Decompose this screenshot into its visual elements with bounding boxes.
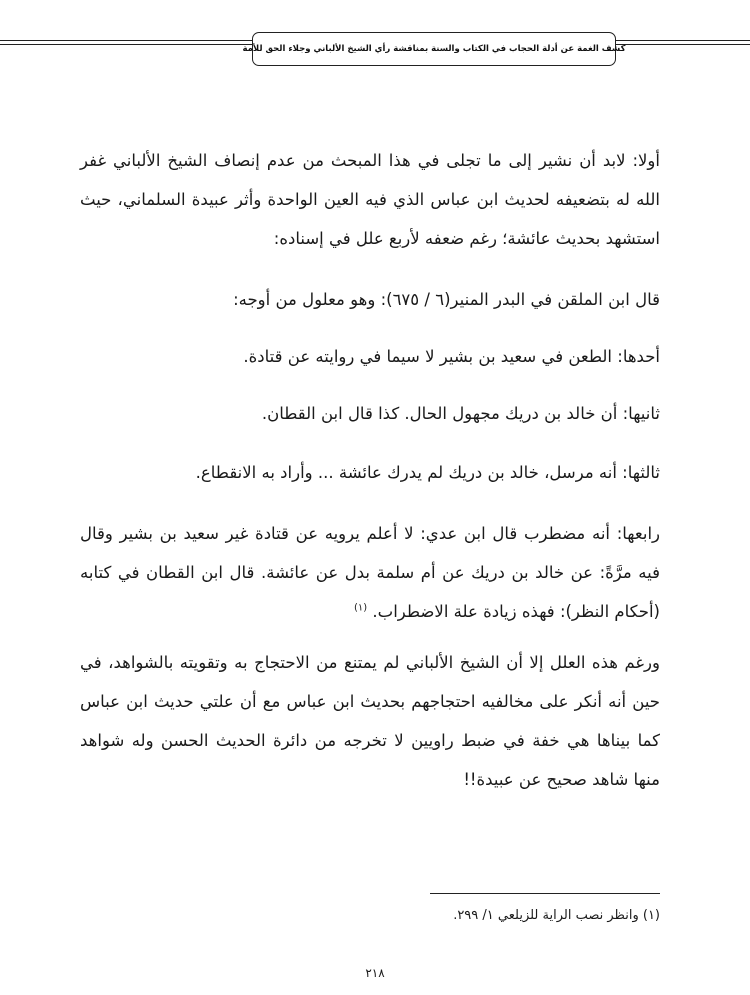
footnote-marker: (١): [353, 602, 368, 613]
paragraph-second-defect: ثانيها: أن خالد بن دريك مجهول الحال. كذا قال ابن القطان.: [261, 403, 660, 423]
paragraph-intro: أولا: لابد أن نشير إلى ما تجلى في هذا المبحث من عدم إنصاف الشيخ الألباني غفر الله له بتضعيفه لحديث ابن عباس الذي فيه العين الواحدة وأثر عبيدة السلماني، حيث استشهد بحديث عائشة؛ رغم ضعفه لأربع علل في إسناده:: [80, 150, 660, 248]
header-rule-right-bottom: [614, 44, 750, 45]
paragraph-first-defect: أحدها: الطعن في سعيد بن بشير لا سيما في روايته عن قتادة.: [243, 346, 660, 366]
paragraph-fourth-defect: [80, 514, 660, 631]
header-rule-right-top: [614, 40, 750, 41]
header-rule-left-bottom: [0, 44, 256, 45]
page-number: ٢١٨: [365, 966, 385, 980]
footnote-separator: [430, 893, 660, 894]
running-header-title: كشف الغمة عن أدلة الحجاب في الكتاب والسنة بمناقشة رأي الشيخ الألباني وجلاء الحق للأمة: [242, 44, 626, 54]
footnote: (١) وانظر نصب الراية للزيلعي ١/ ٢٩٩.: [453, 908, 660, 923]
running-header: [242, 32, 626, 66]
paragraph-fourth-defect-text: رابعها: أنه مضطرب قال ابن عدي: لا أعلم يرويه عن قتادة غير سعيد بن بشير وقال فيه مرَّةً: عن خالد بن دريك عن أم سلمة بدل عن عائشة. قال ابن القطان في كتابه (أحكام النظر): فهذه زيادة علة الاضطراب.: [80, 523, 660, 621]
paragraph-conclusion: ورغم هذه العلل إلا أن الشيخ الألباني لم يمتنع من الاحتجاج به وتقويته بالشواهد، في حين أنه أنكر على مخالفيه احتجاجهم بحديث ابن عباس مع أن علتي حديث ابن عباس كما بيناها هي خفة في ضبط راويين لا تخرجه من دائرة الحديث الحسن وله شواهد منها شاهد صحيح عن عبيدة!!: [80, 652, 660, 789]
paragraph-third-defect: ثالثها: أنه مرسل، خالد بن دريك لم يدرك عائشة ... وأراد به الانقطاع.: [195, 462, 660, 482]
header-rule-left-top: [0, 40, 256, 41]
paragraph-ibn-mulaqqin: قال ابن الملقن في البدر المنير(٦ / ٦٧٥): وهو معلول من أوجه:: [233, 289, 660, 309]
